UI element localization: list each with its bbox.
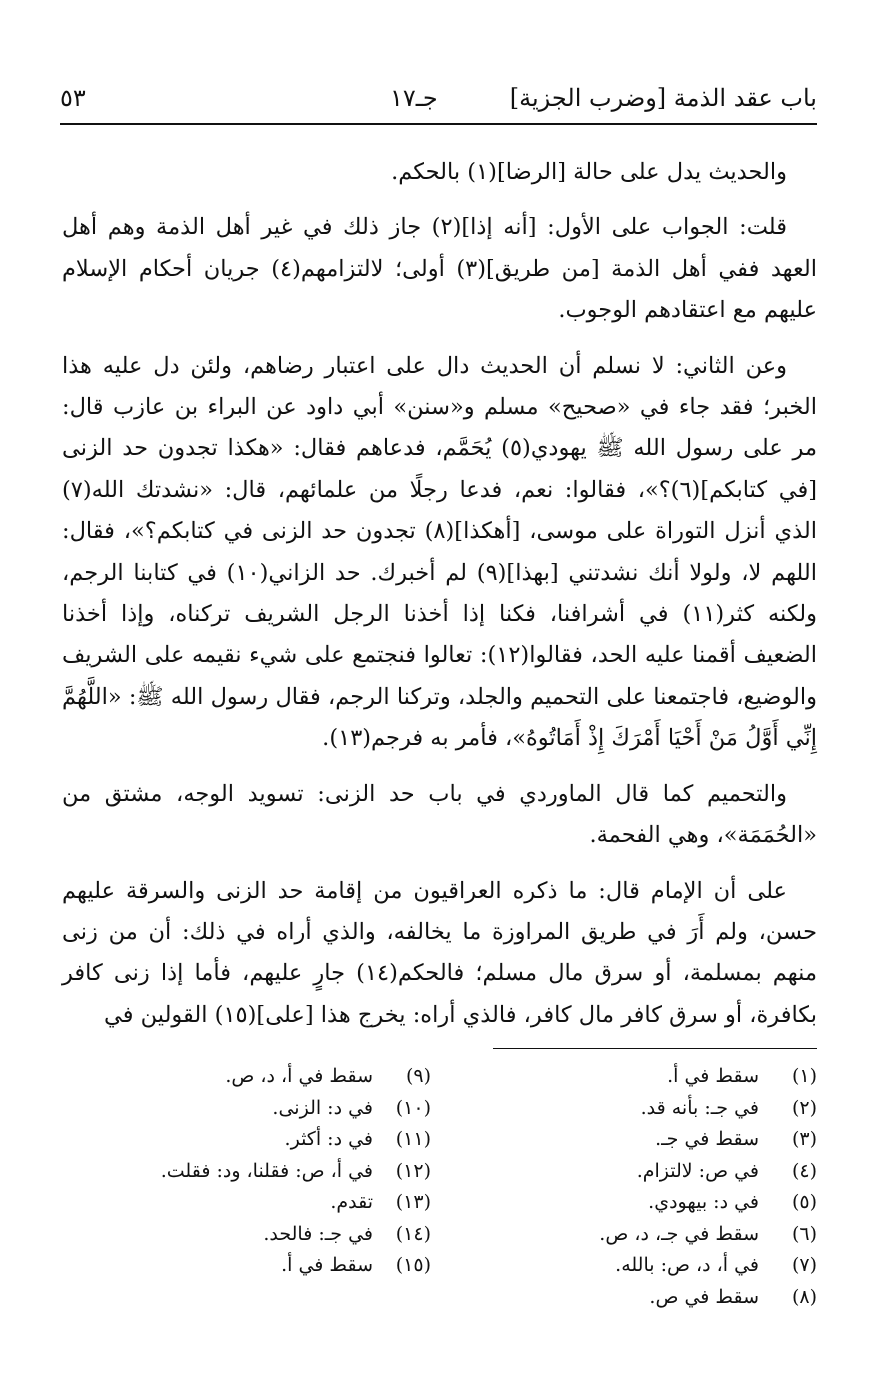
- main-text: [62, 152, 817, 1050]
- footnote: [487, 1093, 817, 1125]
- footnote-number: (٨): [791, 1285, 817, 1308]
- header-rule: [60, 123, 817, 125]
- footnote-number: (١٣): [395, 1191, 431, 1213]
- paragraph: والتحميم كما قال الماوردي في باب حد الزنى: تسويد الوجه، مشتق من «الحُمَمَة»، وهي الفحمة.: [62, 780, 817, 849]
- paragraph: على أن الإمام قال: ما ذكره العراقيون من إقامة حد الزنى والسرقة عليهم حسن، ولم أَرَ في طريق المراوزة ما يخالفه، والذي أراه في ذلك: أن من زنى منهم بمسلمة، أو سرق مال مسلم؛ فالحكم(١٤) جارٍ عليهم، فأما إذا زنى كافر بكافرة، أو سرق كافر مال كافر، فالذي أراه: يخرج هذا [على](١٥) القولين في: [62, 877, 817, 1028]
- footnote-text: في د: أكثر.: [284, 1128, 373, 1150]
- footnote-number: (١١): [395, 1128, 431, 1150]
- footnote: [101, 1156, 431, 1188]
- footnote-number: (١): [791, 1065, 817, 1087]
- footnote: [101, 1093, 431, 1125]
- paragraph: قلت: الجواب على الأول: [أنه إذا](٢) جاز ذلك في غير أهل الذمة وهم أهل العهد ففي أهل الذمة [من طريق](٣) أولى؛ لالتزامهم(٤) جريان أحكام الإسلام عليهم مع اعتقادهم الوجوب.: [62, 214, 817, 324]
- footnote-number: (٥): [791, 1191, 817, 1213]
- footnote-text: في جـ: فالحد.: [263, 1222, 373, 1245]
- footnote-text: في د: بيهودي.: [648, 1191, 759, 1213]
- footnote-text: تقدم.: [330, 1191, 373, 1213]
- footnote: [101, 1061, 431, 1093]
- footnote-text: في أ، د، ص: بالله.: [615, 1254, 759, 1276]
- footnote-number: (١٠): [395, 1096, 431, 1119]
- footnote: [487, 1061, 817, 1093]
- footnote-number: (١٥): [395, 1254, 431, 1276]
- footnote-text: سقط في أ، د، ص.: [225, 1065, 373, 1087]
- footnote-text: في جـ: بأنه قد.: [640, 1096, 759, 1119]
- footnote-column-right: [487, 1061, 817, 1313]
- footnote: [487, 1282, 817, 1314]
- footnote-number: (٣): [791, 1128, 817, 1150]
- footnote-number: (٦): [791, 1222, 817, 1245]
- footnote: [101, 1250, 431, 1282]
- volume-label: جـ١٧: [390, 84, 438, 112]
- chapter-title: باب عقد الذمة [وضرب الجزية]: [509, 84, 817, 112]
- paragraph: والحديث يدل على حالة [الرضا](١) بالحكم.: [391, 159, 787, 185]
- footnote-number: (٤): [791, 1159, 817, 1182]
- footnote-text: سقط في ص.: [649, 1285, 759, 1308]
- footnote-text: سقط في جـ، د، ص.: [599, 1222, 759, 1245]
- footnote-column-left: [101, 1061, 431, 1282]
- footnote: [487, 1187, 817, 1219]
- footnote: [487, 1219, 817, 1251]
- footnote-text: سقط في جـ.: [655, 1128, 759, 1150]
- footnote-number: (٩): [405, 1065, 431, 1087]
- footnote-text: في أ، ص: فقلنا، ود: فقلت.: [160, 1159, 373, 1182]
- footnote: [487, 1124, 817, 1156]
- page-number: ٥٣: [60, 84, 86, 112]
- footnote-text: في ص: لالتزام.: [636, 1159, 759, 1182]
- footnotes: [97, 1061, 817, 1331]
- footnote-number: (١٢): [395, 1159, 431, 1182]
- footnote: [101, 1187, 431, 1219]
- paragraph: وعن الثاني: لا نسلم أن الحديث دال على اعتبار رضاهم، ولئن دل عليه هذا الخبر؛ فقد جاء في «صحيح» مسلم و«سنن» أبي داود عن البراء بن عازب قال: مر على رسول الله ﷺ يهودي(٥) يُحَمَّم، فدعاهم فقال: «هكذا تجدون حد الزنى [في كتابكم](٦)؟»، فقالوا: نعم، فدعا رجلًا من علمائهم، قال: «نشدتك الله(٧) الذي أنزل التوراة على موسى، [أهكذا](٨) تجدون حد الزنى في كتابكم؟»، فقال: اللهم لا، ولولا أنك نشدتني [بهذا](٩) لم أخبرك. حد الزاني(١٠) في كتابنا الرجم، ولكنه كثر(١١) في أشرافنا، فكنا إذا أخذنا الرجل الشريف تركناه، وإذا أخذنا الضعيف أقمنا عليه الحد، فقالوا(١٢): تعالوا فنجتمع على شيء نقيمه على الشريف والوضيع، فاجتمعنا على التحميم والجلد، وتركنا الرجم، فقال رسول الله ﷺ: «اللَّهُمَّ إِنِّي أَوَّلُ مَنْ أَحْيَا أَمْرَكَ إِذْ أَمَاتُوهُ»، فأمر به فرجم(١٣).: [62, 352, 817, 752]
- footnote: [487, 1156, 817, 1188]
- footnote: [101, 1219, 431, 1251]
- footnote-rule: [493, 1048, 817, 1049]
- footnote-number: (٢): [791, 1096, 817, 1119]
- footnote-number: (١٤): [395, 1222, 431, 1245]
- footnote: [101, 1124, 431, 1156]
- footnote-text: سقط في أ.: [281, 1254, 373, 1276]
- footnote-text: سقط في أ.: [667, 1065, 759, 1087]
- page-header: [60, 84, 817, 124]
- footnote-text: في د: الزنى.: [272, 1096, 373, 1119]
- footnote-number: (٧): [791, 1254, 817, 1276]
- footnote: [487, 1250, 817, 1282]
